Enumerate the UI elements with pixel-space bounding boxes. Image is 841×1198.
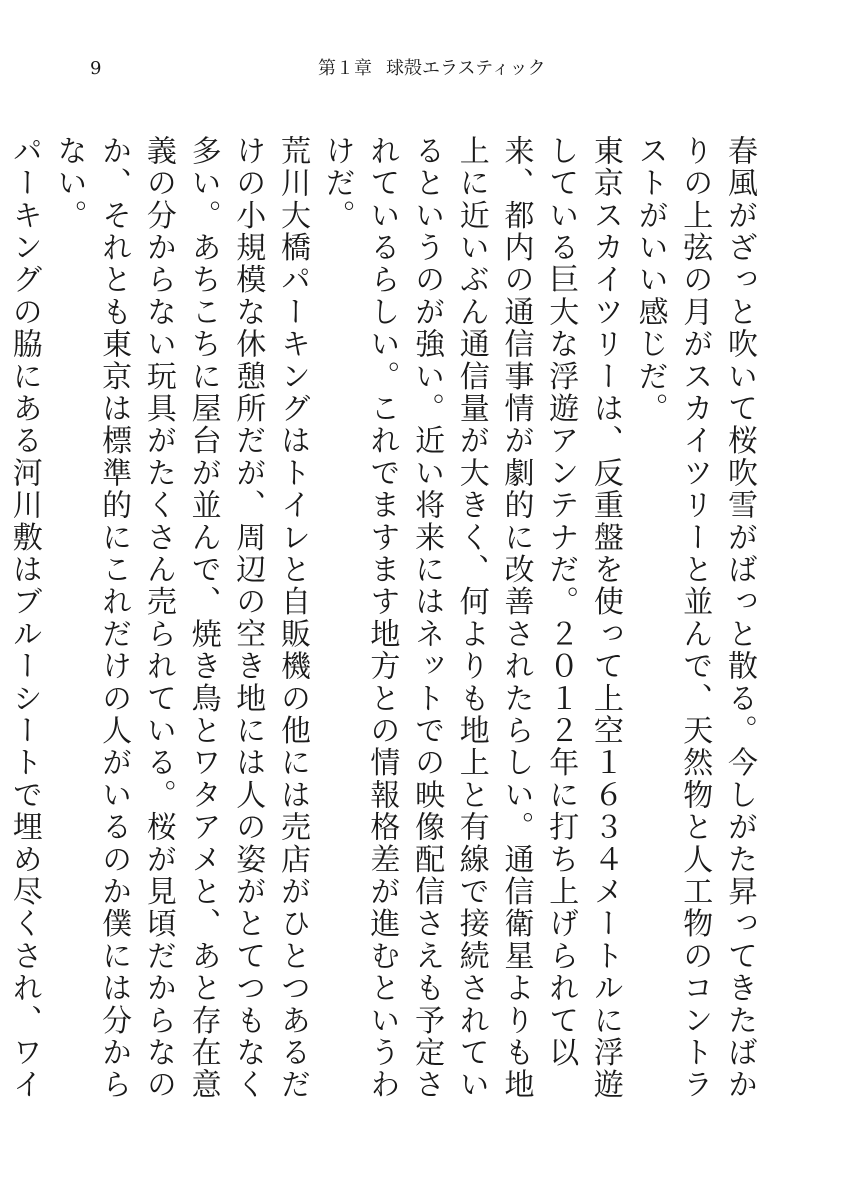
paragraph: 春風がざっと吹いて桜吹雪がばっと散る。今しがた昇ってきたばかりの上弦の月がスカイツリーと並んで、天然物と人工物のコントラストがいい感じだ。	[632, 135, 757, 1101]
paragraph: 荒川大橋パーキングはトイレと自販機の他には売店がひとつあるだけの小規模な休憩所だが、周辺の空き地には人の姿がとてつもなく多い。あちこちに屋台が並んで、焼き鳥とワタアメと、あと存在意義の分からない玩具がたくさん売られている。桜が見頃だからなのか、それとも東京は標準的にこれだけの人がいるのか僕には分からない。	[51, 135, 310, 1101]
paragraph: パーキングの脇にある河川敷はブルーシートで埋め尽くされ、ワイ	[6, 135, 42, 1101]
page-number: 9	[90, 58, 102, 79]
chapter-title: 球殻エラスティック	[386, 58, 546, 79]
chapter-label: 第１章	[318, 58, 372, 79]
paragraph: 東京スカイツリーは、反重盤を使って上空１６３４メートルに浮遊している巨大な浮遊アンテナだ。２０１２年に打ち上げられて以来、都内の通信事情が劇的に改善されたらしい。通信衛星よりも地上に近いぶん通信量が大きく、何よりも地上と有線で接続されているというのが強い。近い将来にはネットでの映像配信さえも予定されているらしい。これでますます地方との情報格差が進むというわけだ。	[319, 135, 623, 1101]
running-header	[318, 60, 546, 78]
body-text	[6, 135, 761, 1115]
